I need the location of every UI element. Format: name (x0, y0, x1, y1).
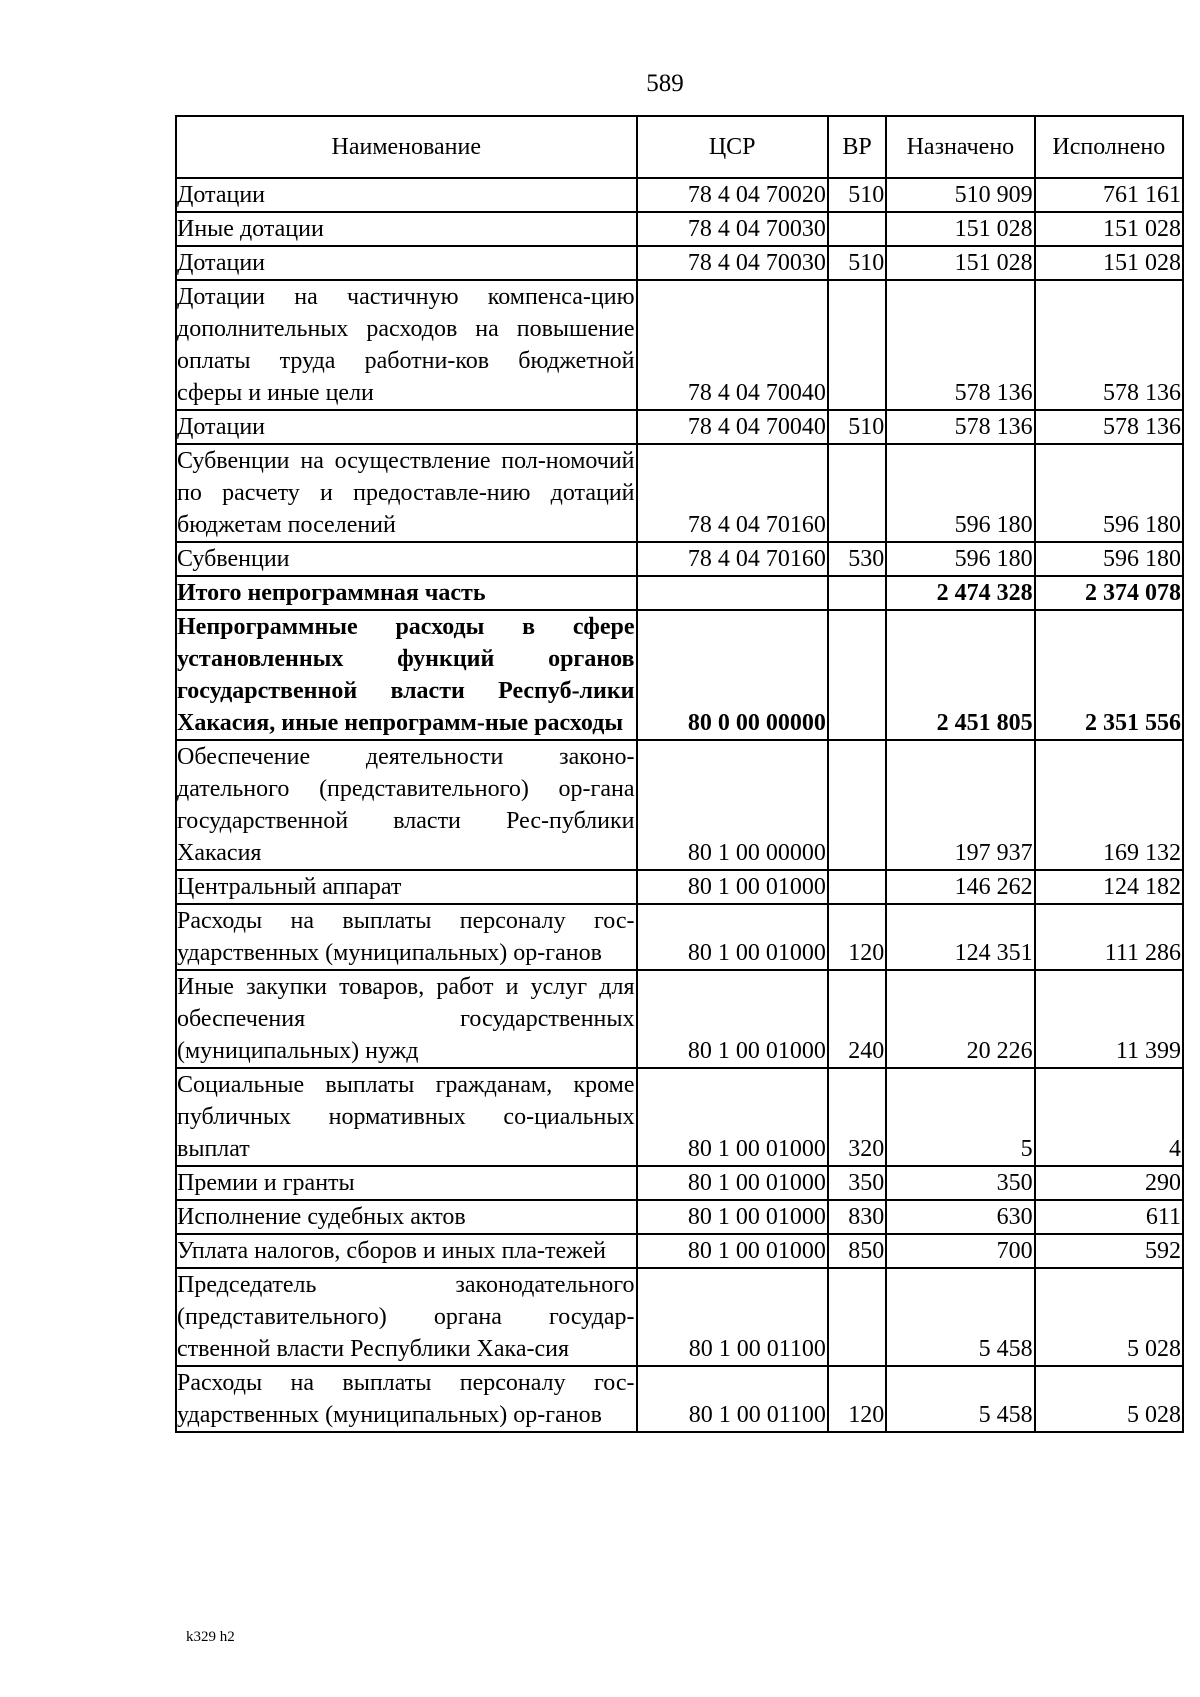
cell-assigned: 700 (886, 1234, 1034, 1268)
header-row (176, 116, 1183, 178)
cell-vr: 510 (828, 410, 886, 444)
header-executed: Исполнено (1035, 116, 1183, 178)
cell-assigned: 197 937 (886, 740, 1034, 870)
cell-name: Дотации (176, 246, 637, 280)
cell-executed: 2 351 556 (1035, 610, 1183, 740)
table-row (176, 280, 1183, 410)
table-row (176, 246, 1183, 280)
cell-vr (828, 280, 886, 410)
table-row (176, 1068, 1183, 1166)
cell-vr (828, 740, 886, 870)
cell-assigned: 596 180 (886, 542, 1034, 576)
cell-name: Непрограммные расходы в сфере установленных функций органов государственной власти Респуб-лики Хакасия, иные непрограмм-ные расходы (176, 610, 637, 740)
cell-executed: 169 132 (1035, 740, 1183, 870)
table-row (176, 444, 1183, 542)
cell-executed: 151 028 (1035, 212, 1183, 246)
cell-name: Премии и гранты (176, 1166, 637, 1200)
table-row (176, 904, 1183, 970)
budget-table (175, 115, 1184, 1433)
cell-csr: 80 1 00 01000 (637, 1068, 828, 1166)
cell-name: Социальные выплаты гражданам, кроме публичных нормативных со-циальных выплат (176, 1068, 637, 1166)
cell-vr (828, 576, 886, 610)
cell-name: Дотации на частичную компенса-цию дополнительных расходов на повышение оплаты труда работни-ков бюджетной сферы и иные цели (176, 280, 637, 410)
cell-name: Дотации (176, 410, 637, 444)
cell-csr: 78 4 04 70040 (637, 410, 828, 444)
cell-name: Обеспечение деятельности законо-дательного (представительного) ор-гана государственной власти Рес-публики Хакасия (176, 740, 637, 870)
cell-executed: 611 (1035, 1200, 1183, 1234)
cell-executed: 592 (1035, 1234, 1183, 1268)
cell-csr: 78 4 04 70160 (637, 542, 828, 576)
cell-assigned: 350 (886, 1166, 1034, 1200)
cell-name: Центральный аппарат (176, 870, 637, 904)
cell-executed: 4 (1035, 1068, 1183, 1166)
cell-vr: 830 (828, 1200, 886, 1234)
cell-executed: 596 180 (1035, 444, 1183, 542)
cell-name: Дотации (176, 178, 637, 212)
cell-executed: 11 399 (1035, 970, 1183, 1068)
cell-vr: 350 (828, 1166, 886, 1200)
cell-executed: 578 136 (1035, 280, 1183, 410)
header-name: Наименование (176, 116, 637, 178)
cell-vr: 510 (828, 178, 886, 212)
cell-vr: 530 (828, 542, 886, 576)
cell-assigned: 578 136 (886, 280, 1034, 410)
cell-assigned: 630 (886, 1200, 1034, 1234)
table-row (176, 1166, 1183, 1200)
cell-csr: 78 4 04 70160 (637, 444, 828, 542)
cell-assigned: 151 028 (886, 246, 1034, 280)
cell-csr: 80 1 00 00000 (637, 740, 828, 870)
cell-csr: 80 1 00 01000 (637, 870, 828, 904)
cell-vr: 120 (828, 904, 886, 970)
cell-assigned: 5 458 (886, 1366, 1034, 1432)
cell-executed: 2 374 078 (1035, 576, 1183, 610)
cell-name: Уплата налогов, сборов и иных пла-тежей (176, 1234, 637, 1268)
table-row (176, 610, 1183, 740)
cell-assigned: 578 136 (886, 410, 1034, 444)
cell-name: Расходы на выплаты персоналу гос-ударственных (муниципальных) ор-ганов (176, 1366, 637, 1432)
cell-csr: 80 1 00 01000 (637, 1166, 828, 1200)
cell-csr: 78 4 04 70030 (637, 246, 828, 280)
cell-name: Расходы на выплаты персоналу гос-ударственных (муниципальных) ор-ганов (176, 904, 637, 970)
cell-executed: 5 028 (1035, 1268, 1183, 1366)
header-assigned: Назначено (886, 116, 1034, 178)
table-row (176, 740, 1183, 870)
cell-assigned: 5 458 (886, 1268, 1034, 1366)
cell-csr: 80 1 00 01100 (637, 1366, 828, 1432)
cell-executed: 761 161 (1035, 178, 1183, 212)
cell-csr: 78 4 04 70040 (637, 280, 828, 410)
cell-name: Председатель законодательного (представительного) органа государ-ственной власти Республики Хака-сия (176, 1268, 637, 1366)
cell-assigned: 2 451 805 (886, 610, 1034, 740)
cell-csr: 80 1 00 01000 (637, 1234, 828, 1268)
cell-vr: 240 (828, 970, 886, 1068)
cell-executed: 596 180 (1035, 542, 1183, 576)
cell-name: Субвенции (176, 542, 637, 576)
cell-name: Иные закупки товаров, работ и услуг для обеспечения государственных (муниципальных) нужд (176, 970, 637, 1068)
table-row (176, 576, 1183, 610)
cell-csr: 78 4 04 70020 (637, 178, 828, 212)
cell-executed: 124 182 (1035, 870, 1183, 904)
cell-name: Иные дотации (176, 212, 637, 246)
cell-assigned: 146 262 (886, 870, 1034, 904)
cell-executed: 578 136 (1035, 410, 1183, 444)
cell-vr: 510 (828, 246, 886, 280)
cell-csr (637, 576, 828, 610)
cell-csr: 78 4 04 70030 (637, 212, 828, 246)
cell-assigned: 5 (886, 1068, 1034, 1166)
cell-executed: 5 028 (1035, 1366, 1183, 1432)
table-row (176, 178, 1183, 212)
table-row (176, 542, 1183, 576)
cell-vr (828, 870, 886, 904)
table-row (176, 410, 1183, 444)
table-row (176, 970, 1183, 1068)
table-body (176, 178, 1183, 1432)
table-row (176, 212, 1183, 246)
cell-csr: 80 0 00 00000 (637, 610, 828, 740)
cell-assigned: 124 351 (886, 904, 1034, 970)
cell-csr: 80 1 00 01000 (637, 904, 828, 970)
table-row (176, 1200, 1183, 1234)
cell-csr: 80 1 00 01000 (637, 970, 828, 1068)
cell-vr (828, 212, 886, 246)
cell-executed: 111 286 (1035, 904, 1183, 970)
cell-assigned: 151 028 (886, 212, 1034, 246)
cell-executed: 151 028 (1035, 246, 1183, 280)
table-row (176, 870, 1183, 904)
cell-csr: 80 1 00 01100 (637, 1268, 828, 1366)
cell-name: Исполнение судебных актов (176, 1200, 637, 1234)
cell-assigned: 2 474 328 (886, 576, 1034, 610)
cell-name: Субвенции на осуществление пол-номочий по расчету и предоставле-нию дотаций бюджетам поселений (176, 444, 637, 542)
table-row (176, 1366, 1183, 1432)
cell-vr (828, 610, 886, 740)
table-row (176, 1268, 1183, 1366)
cell-name: Итого непрограммная часть (176, 576, 637, 610)
cell-csr: 80 1 00 01000 (637, 1200, 828, 1234)
table-row (176, 1234, 1183, 1268)
cell-assigned: 596 180 (886, 444, 1034, 542)
header-csr: ЦСР (637, 116, 828, 178)
cell-executed: 290 (1035, 1166, 1183, 1200)
table-header (176, 116, 1183, 178)
cell-assigned: 20 226 (886, 970, 1034, 1068)
cell-vr (828, 444, 886, 542)
header-vr: ВР (828, 116, 886, 178)
cell-vr: 850 (828, 1234, 886, 1268)
page-number: 589 (646, 70, 684, 97)
cell-vr (828, 1268, 886, 1366)
cell-vr: 120 (828, 1366, 886, 1432)
cell-assigned: 510 909 (886, 178, 1034, 212)
cell-vr: 320 (828, 1068, 886, 1166)
footer-code: k329 h2 (186, 1629, 235, 1645)
